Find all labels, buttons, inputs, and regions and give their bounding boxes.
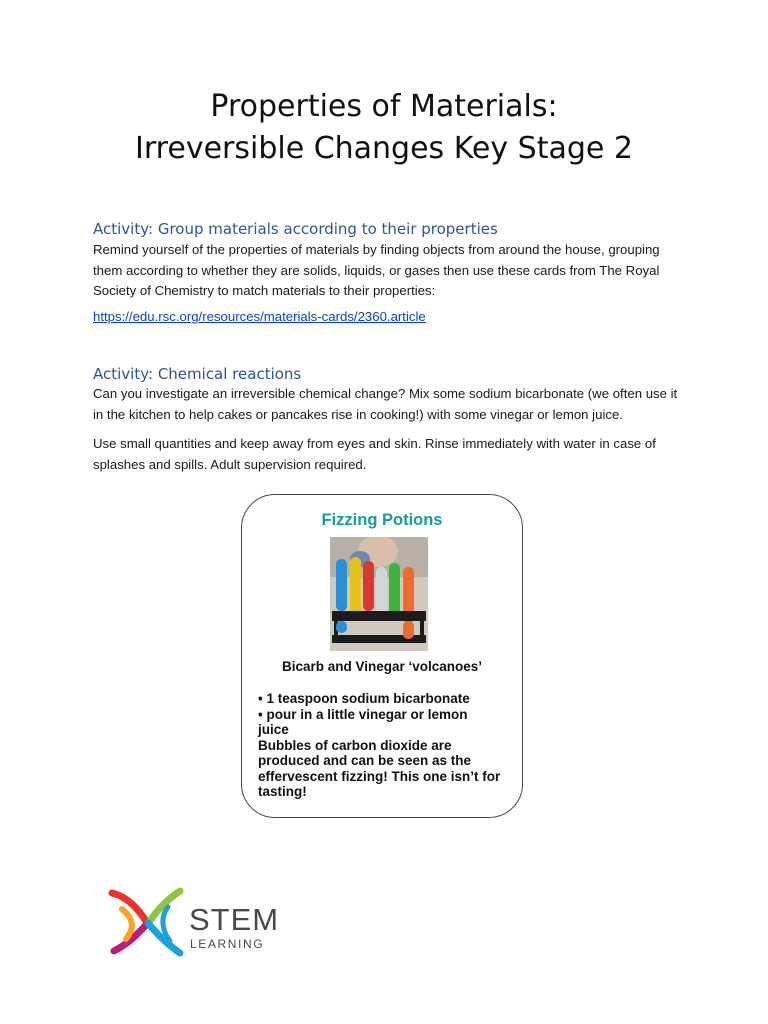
test-tubes-photo: [330, 537, 428, 651]
card-title: Fizzing Potions: [321, 511, 443, 529]
fizzing-potions-card: [241, 494, 523, 818]
logo-word-stem: STEM: [189, 902, 280, 937]
description-line-2: produced and can be seen as the: [258, 753, 472, 768]
page-title: [0, 86, 768, 170]
activity-1-heading: Activity: Group materials according to their properties: [93, 220, 498, 238]
description-line-1: Bubbles of carbon dioxide are: [258, 737, 452, 753]
description-line-3: effervescent fizzing! This one isn’t for: [258, 768, 501, 784]
description-line-4: tasting!: [258, 784, 307, 799]
page-title-line-2: Irreversible Changes Key Stage 2: [135, 131, 633, 166]
rsc-materials-cards-link[interactable]: https://edu.rsc.org/resources/materials-cards/2360.article: [93, 309, 426, 324]
activity-2-body-1: Can you investigate an irreversible chemical change? Mix some sodium bicarbonate (we often use it in the kitchen to help cakes or pancakes rise in cooking!) with some vinegar or lemon juice.: [93, 386, 678, 422]
activity-1-body: Remind yourself of the properties of materials by finding objects from around the house, grouping them according to whether they are solids, liquids, or gases then use these cards from The Royal Society of Chemistry to match materials to their properties:: [93, 242, 660, 298]
activity-2-heading: Activity: Chemical reactions: [93, 365, 302, 383]
card-instructions: [258, 691, 512, 800]
instruction-2a: • pour in a little vinegar or lemon: [258, 706, 468, 722]
logo-word-learning: LEARNING: [190, 937, 265, 951]
instruction-2b: juice: [258, 722, 289, 737]
card-subtitle: Bicarb and Vinegar ‘volcanoes’: [281, 659, 483, 674]
instruction-1: • 1 teaspoon sodium bicarbonate: [258, 691, 470, 706]
page-title-line-1: Properties of Materials:: [210, 89, 558, 124]
activity-2-body-2: Use small quantities and keep away from eyes and skin. Rinse immediately with water in case of splashes and spills. Adult supervision required.: [93, 436, 656, 472]
